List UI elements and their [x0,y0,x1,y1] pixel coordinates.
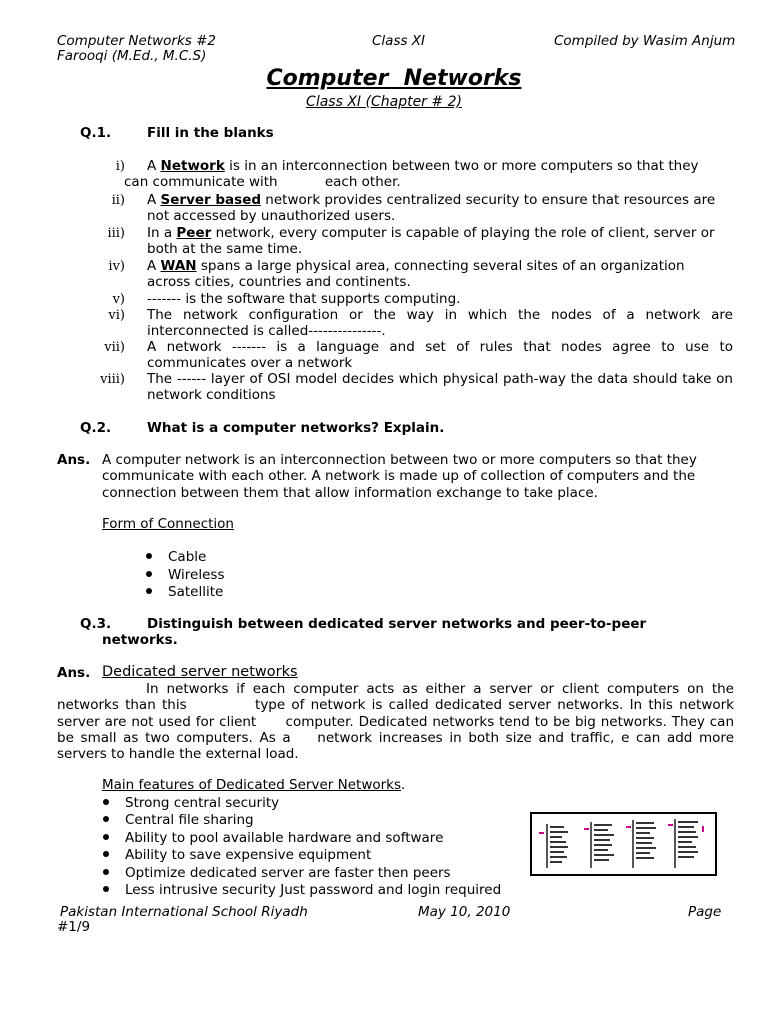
q3-ans-label: Ans. [57,665,91,681]
bullet-icon [103,834,109,840]
bullet-icon [146,553,152,559]
q1-item-6: The network configuration or the way in which the nodes of a network are interconnected is called---------------. [147,307,733,340]
header-left-line2: Farooqi (M.Ed., M.C.S) [57,48,207,64]
header-center: Class XI [372,33,426,49]
list-item: Less intrusive security Just password and login required [103,882,501,899]
list-item: Optimize dedicated server are faster then peers [103,865,501,882]
features-heading-row: Main features of Dedicated Server Networks. [102,777,406,793]
q1-item-4-term: WAN [160,258,197,274]
q1-item-2: A Server based network provides centralized security to ensure that resources are not accessed by unauthorized users. [147,192,716,225]
q1-number: Q.1. [80,125,112,141]
bullet-icon [103,886,109,892]
features-list [103,795,501,899]
q1-item-1: A Network is in an interconnection between two or more computers so that they [147,158,699,174]
q3-title-line2: networks. [102,632,178,648]
connection-list [146,549,225,602]
bullet-icon [103,799,109,805]
q1-item-number: iii) [107,226,125,241]
q1-item-number: i) [115,159,125,174]
q1-item-number: ii) [111,193,125,208]
footer-page-label: Page [688,904,722,920]
q2-title: What is a computer networks? Explain. [147,420,445,436]
q1-item-8: The ------ layer of OSI model decides which physical path-way the data should take on network conditions [147,371,733,404]
q1-item-number: vii) [104,340,125,355]
header-left: Computer Networks #2 [57,33,216,49]
network-diagram-graphic [532,814,715,874]
list-item: Central file sharing [103,812,501,829]
q1-item-number: vi) [108,308,125,323]
list-item: Wireless [146,567,225,585]
q1-item-number: v) [112,292,125,307]
q1-item-3: In a Peer network, every computer is capable of playing the role of client, server or both at the same time. [147,225,715,258]
features-heading: Main features of Dedicated Server Networks [102,777,402,793]
footer-school: Pakistan International School Riyadh [60,904,308,920]
header-right: Compiled by Wasim Anjum [554,33,736,49]
list-item: Strong central security [103,795,501,812]
footer-page-number: #1/9 [57,919,91,935]
page-subtitle: Class XI (Chapter # 2) [306,94,462,110]
q2-answer: A computer network is an interconnection between two or more computers so that they communicate with each other. A network is made up of collection of computers and the connection between them that allow information exchange to take place. [102,452,697,501]
page-title: Computer Networks [266,66,522,91]
q2-ans-label: Ans. [57,452,91,468]
bullet-icon [146,588,152,594]
list-item: Ability to save expensive equipment [103,847,501,864]
network-diagram-image [530,812,717,876]
list-item: Satellite [146,584,225,602]
list-item: Cable [146,549,225,567]
q1-item-7: A network ------- is a language and set of rules that nodes agree to use to communicates over a network [147,339,733,372]
q3-number: Q.3. [80,616,112,632]
bullet-icon [103,816,109,822]
q3-title-line1: Distinguish between dedicated server networks and peer-to-peer [147,616,647,632]
q1-title: Fill in the blanks [147,125,274,141]
q2-number: Q.2. [80,420,112,436]
bullet-icon [146,571,152,577]
q1-item-number: viii) [100,372,125,387]
q1-item-4: A WAN spans a large physical area, connecting several sites of an organization across cities, countries and continents. [147,258,685,291]
q3-paragraph: In networks if each computer acts as either a server or client computers on the networks than this type of network is called dedicated server networks. In this network server are not used for client computer. Dedicated networks tend to be big networks. They can be small as two computers. As a network increases in both size and traffic, e can add more servers to handle the external load. [57,681,739,763]
q3-subheading: Dedicated server networks [102,664,298,680]
q1-item-2-term: Server based [160,192,262,208]
q1-item-5: ------- is the software that supports computing. [147,291,461,307]
bullet-icon [103,869,109,875]
form-of-connection-heading: Form of Connection [102,516,234,532]
q1-item-1-line2: can communicate with each other. [124,174,401,190]
q1-item-number: iv) [108,259,125,274]
footer-date: May 10, 2010 [418,904,511,920]
q1-item-1-term: Network [160,158,225,174]
list-item: Ability to pool available hardware and software [103,830,501,847]
bullet-icon [103,851,109,857]
q1-item-3-term: Peer [176,225,212,241]
